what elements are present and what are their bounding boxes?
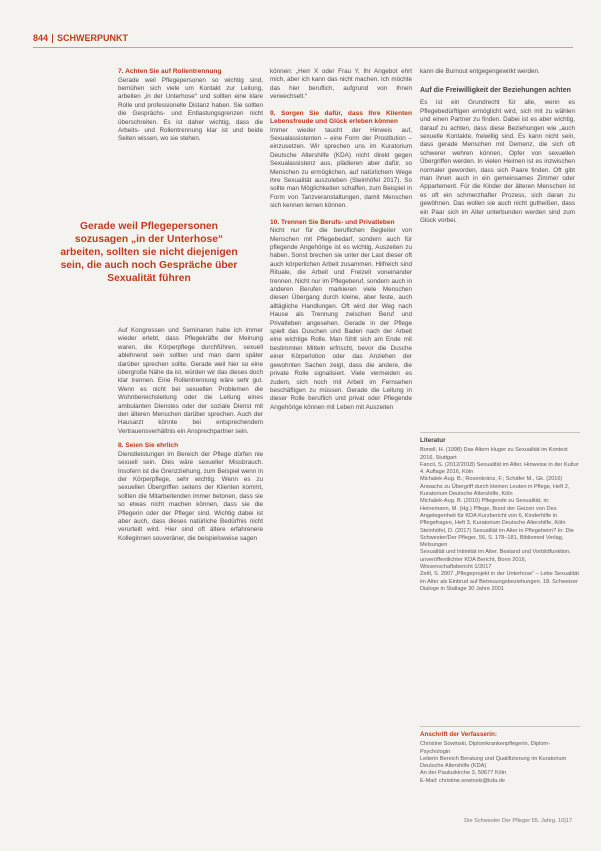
column-3-intro: kann die Burnout entgegengewirkt werden.	[420, 68, 540, 75]
header-separator	[52, 34, 53, 43]
column-1-top	[118, 68, 263, 144]
author-email: E-Mail: christine.sowinski@kda.de	[420, 777, 505, 784]
literature-item: Michalek-Aug. B.; Rosenkränz, F.; Schäfer M., Gk. (2016) Anwachs zu Übergriff durch kleinen Leuten in Pflege, Heft 2, Kuratorium Deutsche Altershilfe, Köln	[420, 476, 570, 498]
literature-item: Bonell, H. (1998) Das Altern kluger zu Sexualität im Kontext 2016, Stuttgart	[420, 447, 568, 461]
section-9-text: Immer wieder taucht der Hinweis auf, Sexualassistenten – eine Form der Prostitution – einzusetzen. Wir sprechen uns im Kuratorium Deutsche Altershilfe (KDA) nicht direkt gegen Sexualassistenz aus, plädieren aber dafür, so Menschen zu ermöglichen, auf natürlichem Wege ihre Sexualität auszuleben (Steinhöfel 2017). So sollte man Möglichkeiten schaffen, zum Beispiel in Form von Tanzveranstaltungen, damit Menschen sich kennen lernen können.	[270, 126, 412, 210]
section-7-continued: Auf Kongressen und Seminaren habe ich immer wieder erlebt, dass Pflegekräfte der Meinung waren, die Körperpflege durchführen, sexuell ablehnend sein sollten und man dann später darüber sprechen sollte. Gerade weil hier so eine übergroße Nähe da ist, würden wir das dieses doch klar trennen. Eine Rollentrennung wäre sehr gut. Wenn es nicht bei sexuellen Problemen die Wohnbereichsleitung oder die Leitung eines ambulanten Dienstes oder der soziale Dienst mit den älteren Menschen darüber sprechen. Auch der Hausarzt könnte bei entsprechendem Vertrauensverhältnis ein Ansprechpartner sein.	[118, 327, 263, 435]
author-line: Leiterin Bereich Beratung und Qualifizierung im Kuratorium	[420, 755, 567, 762]
page-footer: Die Schwester Der Pfleger 55. Jahrg. 10|17	[464, 818, 572, 824]
freiwilligkeit-heading: Auf die Freiwilligkeit der Beziehungen achten	[420, 87, 571, 95]
literature-list	[420, 447, 580, 593]
literature-item: Fancii, S. (2012/2018) Sexualität im Alter. Hinweise in der Kultur 4. Auflage 2016, Köln	[420, 461, 579, 476]
column-1-bottom	[118, 327, 263, 543]
column-2-intro: können: „Herr X oder Frau Y, Ihr Angebot ehrt mich, aber ich kann das nicht machen. Ich möchte das hier beruflich, aufgrund von Ihnen verwechselt.“	[270, 68, 412, 101]
literature-box	[420, 432, 580, 593]
page-header	[33, 31, 573, 45]
column-3	[420, 68, 575, 226]
section-10-heading: 10. Trennen Sie Berufs- und Privatleben	[270, 218, 395, 226]
section-8-text: Dienstleistungen im Bereich der Pflege dürfen nie sexuell sein. Dies wäre sexueller Missbrauch. Insofern ist die Grenzziehung, zum Beispiel wenn in der Körperpflege, sehr wichtig. Wenn es zu sexuellen Übergriffen seitens der Klienten kommt, sollten die Mitarbeitenden immer betonen, dass sie so etwas nicht machen können, dass sie die Pflegerin oder der Pfleger sind. Wichtig dabei ist aber auch, dass dieses natürliche Bedürfnis nicht verurteilt wird. Hier sind oft ältere erfahrenere Kolleginnen souveräner, die beispielsweise sagen	[118, 450, 263, 542]
section-10-text: Nicht nur für die beruflichen Begleiter von Menschen mit Pflegebedarf, sondern auch für pflegende Angehörige ist es wichtig, Auszeiten zu haben. Sonst brechen sie unter der Last dieser oft auch körperlichen Arbeit zusammen. Hilfreich sind Rituale, die Arbeit und Freizeit voneinander trennen. Nicht nur im Pflegeberuf, sondern auch in anderen Berufen markieren viele Menschen diesen Übergang durch kleine, aber feste, auch alltägliche Handlungen. Oft wird der Weg nach Hause als Trennung zwischen Beruf und Privatleben angesehen. Gerade in der Pflege spielt das Duschen und Baden nach der Arbeit eine wichtige Rolle. Man fühlt sich am Ende mit bestimmten Mitteln erfrischt, bevor die Dusche einer Körperlotion oder das Anziehen der gewohnten Sachen zeigt, dass die andere, die private Rolle signalisiert. Viele vermeiden es zudem, sich noch mit Arbeit im Fernsehen beschäftigen zu müssen. Gerade die Leitung in dieser Rolle beruflich und privat oder Pflegende Angehörige können mit Leben mit Auszeiten	[270, 227, 412, 411]
author-box	[420, 726, 580, 785]
section-8-heading: 8. Seien Sie ehrlich	[118, 442, 179, 450]
literature-item: Zettl, S. 2007 „Pflegeprojekt in der Unterhose“ – Lebe Sexualität im Alter als Einbrud auf Betreuungsbeziehungen. 18. Schweizer Dialoge in Stallage 30 Jahre 2001	[420, 571, 579, 592]
section-9-heading: 9. Sorgen Sie dafür, dass Ihre Klienten Lebensfreude und Glück erleben können	[270, 109, 412, 126]
author-line: Deutsche Altershilfe (KDA)	[420, 763, 487, 770]
author-line: Christine Sowinski, Diplomkrankenpflegerin, Diplom-Psychologin	[420, 741, 550, 755]
literature-item: Sexualität und Intimität im Alter. Bestand und Vorbildfunktion, unveröffentlichter KDA Bericht, Bonn 2016, Wissenschaftsbericht 1/2017	[420, 549, 571, 571]
author-line: An der Pauluskirche 3, 50677 Köln	[420, 770, 507, 777]
literature-title: Literatur	[420, 437, 446, 444]
section-7-heading: 7. Achten Sie auf Rollentrennung	[118, 68, 222, 75]
author-title: Anschrift der Verfasserin:	[420, 731, 497, 738]
section-label: SCHWERPUNKT	[57, 33, 129, 43]
header-rule	[33, 47, 573, 48]
section-7-text: Gerade weil Pflegepersonen so wichtig sind, bemühen sich viele um Kontakt zur Leitung, arbeiten „in der Unterhose“ und sollten eine klare Rolle und professionelle Distanz haben. Sie sollten die Gesprächs- und Entlastungsgrenzen nicht überschreiten. Es ist daher wichtig, dass die Arbeits- und Rollentrennung klar ist und beide Seiten wissen, wo sie stehen.	[118, 76, 263, 143]
column-2	[270, 68, 412, 412]
literature-item: Michalek-Aug. B. (2010) Pflegende zu Sexualität, in: Heinemann, M. (Hg.) Pflege, Bund der Geizen von Des Angelegenheit für KDA Kurzbericht von 6, Kinderhilfe in Pflegefragen, Heft 3, Kuratorium Deutsche Altershilfe, Köln	[420, 498, 566, 527]
page-number: 844	[33, 33, 49, 43]
freiwilligkeit-text: Es ist ein Grundrecht für alle, wenn es Pflegebedürftigen ermöglicht wird, sich mit zu wählen und einen Partner zu finden. Dabei ist es aber wichtig, darauf zu achten, dass diese Beziehungen wie „auch sexuelle Kontakte, freiwillig sind. Es kann nicht sein, dass gerade Menschen mit Demenz, die sich oft schwerer wehren können, Opfer von sexuellen Übergriffen werden. In vielen Heimen ist es inzwischen normaler geworden, dass sich Paare finden. Oft gibt man ihnen auch in ein gemeinsames Zimmer oder Appartement. Für die Kinder der älteren Menschen ist es oft ein schmerzhafter Prozess, sich daran zu gewöhnen. Das wollen sie auch nicht gutheißen, dass ein Paar sich im Alter unterbunden werden sind zum Glück vorbei.	[420, 99, 575, 225]
pull-quote: Gerade weil Pflegepersonen sozusagen „in der Unterhose“ arbeiten, sollten sie nicht diejenigen sein, die auch noch Gespräche über Sexualität führen	[60, 221, 238, 284]
literature-item: Steinhöfel, D. (2017) Sexualität im Alter in Pflegeheim? In: Die Schwester/Der Pfleger, 56, S. 178–181, Bibliomed Verlag, Melsungen	[420, 527, 574, 549]
